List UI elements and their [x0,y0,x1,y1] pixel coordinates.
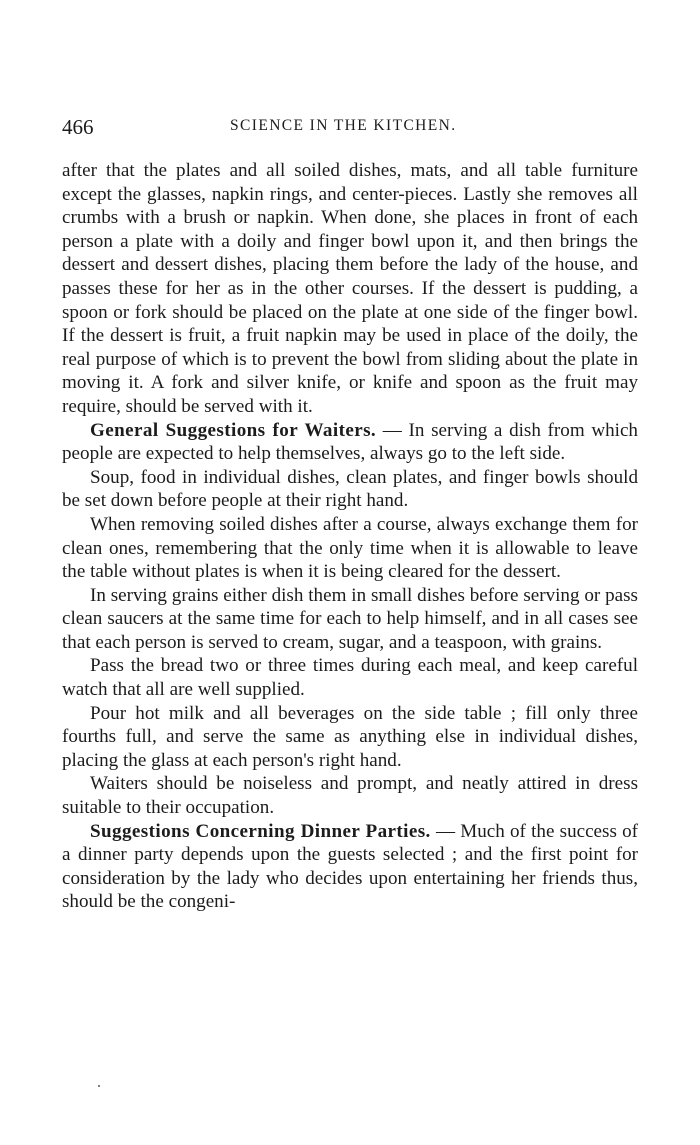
paragraph-dinner-parties [62,820,638,914]
paragraph-noiseless: Waiters should be noiseless and prompt, and neatly attired in dress suitable to their occupation. [62,773,638,819]
paragraph-removing-dishes: When removing soiled dishes after a course, always exchange them for clean ones, remembering that the only time when it is allowable to leave the table without plates is when it is being cleared for the dessert. [62,513,638,583]
paragraph-waiters-text: — In serving a dish from which people are expected to help themselves, always go to the left side. [62,419,638,465]
page-number: 466 [62,115,94,139]
paragraph-grains: In serving grains either dish them in small dishes before serving or pass clean saucers at the same time for each to help himself, and in all cases see that each person is served to cream, sugar, and a teaspoon, with grains. [62,584,638,653]
paragraph-waiters [62,419,638,466]
print-speck [98,1085,100,1087]
section-heading-waiters: General Suggestions for Waiters. [90,419,377,441]
running-head: SCIENCE IN THE KITCHEN. [230,117,457,134]
page-header [62,115,642,141]
page-body [62,159,638,914]
paragraph-dinner-parties-text: — Much of the success of a dinner party depends upon the guests selected ; and the first point for consideration by the lady who decides upon entertaining her friends thus, should be the congeni- [62,820,639,913]
paragraph-bread: Pass the bread two or three times during each meal, and keep careful watch that all are well supplied. [62,655,638,701]
paragraph-milk: Pour hot milk and all beverages on the side table ; fill only three fourths full, and serve the same as anything else in individual dishes, placing the glass at each person's right hand. [62,702,638,771]
section-heading-dinner-parties: Suggestions Concerning Dinner Parties. [90,820,431,842]
paragraph-continued: after that the plates and all soiled dishes, mats, and all table furniture except the glasses, napkin rings, and center-pieces. Lastly she removes all crumbs with a brush or napkin. When done, she places in front of each person a plate with a doily and finger bowl upon it, and then brings the dessert and dessert dishes, placing them before the lady of the house, and passes these for her as in the other courses. If the dessert is pudding, a spoon or fork should be placed on the plate at one side of the finger bowl. If the dessert is fruit, a fruit napkin may be used in place of the doily, the real purpose of which is to prevent the bowl from sliding about the plate in moving it. A fork and silver knife, or knife and spoon as the fruit may require, should be served with it. [62,160,638,417]
paragraph-soup: Soup, food in individual dishes, clean plates, and finger bowls should be set down before people at their right hand. [62,466,638,512]
